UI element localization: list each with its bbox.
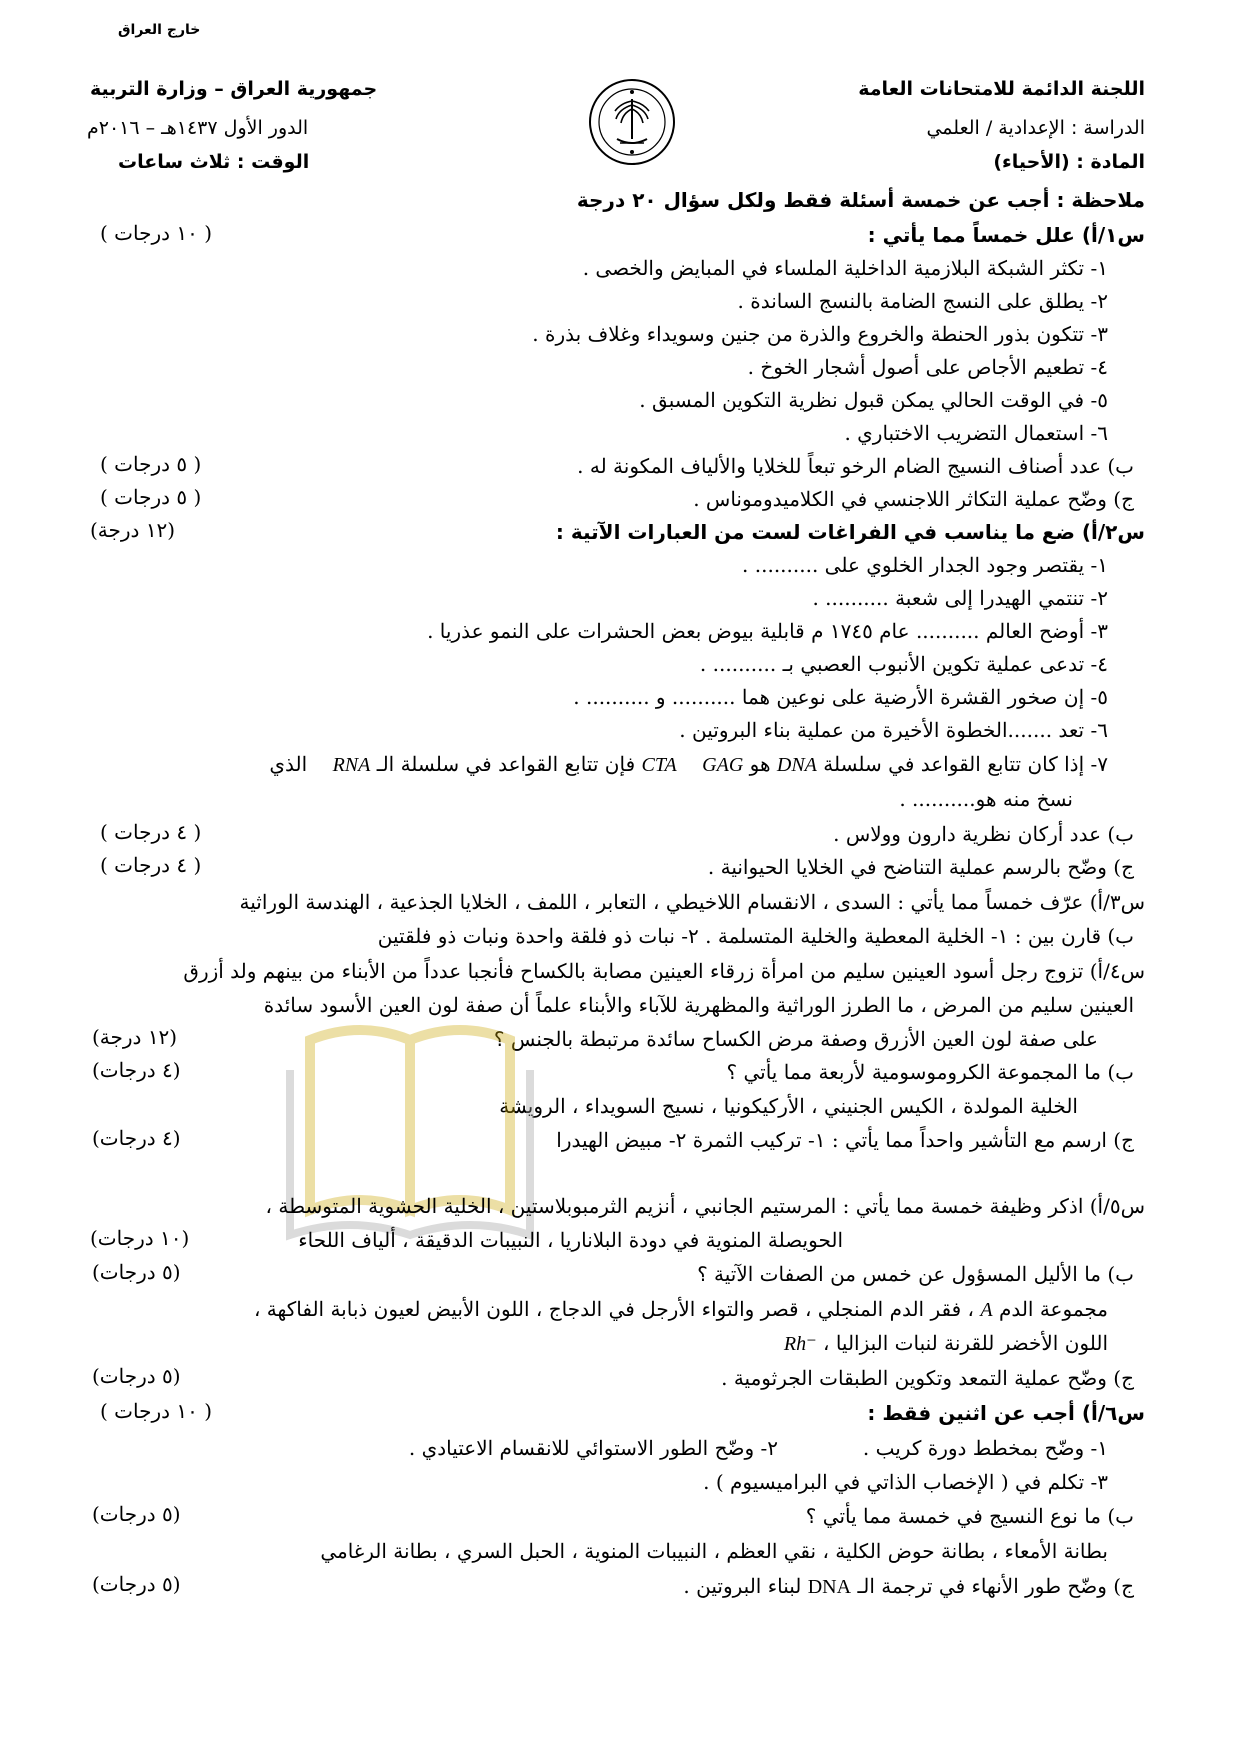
q5-c: ج) وضّح عملية التمعد وتكوين الطبقات الجرثومية .: [721, 1366, 1134, 1390]
q1-item-6: ٦- استعمال التضريب الاختباري .: [844, 421, 1108, 445]
q2-item-1: ١- يقتصر وجود الجدار الخلوي على .......... .: [742, 553, 1108, 577]
q2-c-mark: ( ٤ درجات ): [100, 853, 202, 877]
study-branch: الدراسة : الإعدادية / العلمي: [926, 117, 1145, 139]
q1-a: [868, 221, 1145, 249]
q5-b-line2: [784, 1329, 1108, 1358]
q2-b: ب) عدد أركان نظرية دارون وولاس .: [833, 822, 1134, 846]
q6-item-1: ١- وضّح بمخطط دورة كريب .: [862, 1436, 1108, 1460]
q1-a-mark: ( ١٠ درجات ): [100, 221, 213, 245]
q1-item-2: ٢- يطلق على النسج الضامة بالنسج الساندة .: [737, 289, 1108, 313]
q2-item-6: ٦- تعد .......الخطوة الأخيرة من عملية بناء البروتين .: [679, 718, 1108, 742]
q1-b: ب) عدد أصناف النسيج الضام الرخو تبعاً للخلايا والألياف المكونة له .: [577, 454, 1134, 478]
q4-b: ب) ما المجموعة الكروموسومية لأربعة مما يأتي ؟: [726, 1060, 1134, 1084]
q2-item-7-line2: نسخ منه هو.......... .: [899, 787, 1073, 811]
q4-a-line1: س٤/أ) تزوج رجل أسود العينين سليم من امرأة زرقاء العينين مصابة بالكساح فأنجبا عدداً من الأبناء من بينهم ولد أزرق: [183, 959, 1145, 983]
q4-a-line3: على صفة لون العين الأزرق وصفة مرض الكساح سائدة مرتبطة بالجنس ؟: [493, 1027, 1098, 1051]
q5-c-mark: (٥ درجات): [92, 1364, 181, 1388]
q4-b-list: الخلية المولدة ، الكيس الجنيني ، الأركيكونيا ، نسيج السويداء ، الرويشة: [499, 1094, 1078, 1118]
q5-b-allele-rh: Rh⁻: [783, 1333, 817, 1355]
q2-item-7-pre: ٧- إذا كان تتابع القواعد في سلسلة: [823, 752, 1108, 776]
q5-b-line1: [254, 1295, 1108, 1324]
q1-item-3: ٣- تتكون بذور الحنطة والخروع والذرة من جنين وسويداء وغلاف بذرة .: [532, 322, 1108, 346]
q4-c: ج) ارسم مع التأشير واحداً مما يأتي : ١- تركيب الثمرة ٢- مبيض الهيدرا: [556, 1128, 1134, 1152]
q6-b-list: بطانة الأمعاء ، بطانة حوض الكلية ، نقي العظم ، النبيبات المنوية ، الحبل السري ، بطانة الرغامي: [320, 1539, 1108, 1563]
q2-a-mark: (١٢ درجة): [90, 518, 176, 542]
q6-c-pre: ج) وضّح طور الأنهاء في ترجمة الـ: [857, 1574, 1134, 1598]
q5-b-line1-rest: ، فقر الدم المنجلي ، قصر والتواء الأرجل في الدجاج ، اللون الأبيض لعيون ذبابة الفاكهة ،: [253, 1297, 974, 1321]
q2-item-7-rna: RNA: [332, 754, 371, 776]
q6-a-mark: ( ١٠ درجات ): [100, 1399, 213, 1423]
exam-time: الوقت : ثلاث ساعات: [118, 151, 310, 173]
q6-c-mark: (٥ درجات): [92, 1572, 181, 1596]
q2-c: ج) وضّح بالرسم عملية التناضح في الخلايا الحيوانية .: [707, 855, 1134, 879]
exam-note: ملاحظة : أجب عن خمسة أسئلة فقط ولكل سؤال ٢٠ درجة: [576, 188, 1145, 212]
q2-item-2: ٢- تنتمي الهيدرا إلى شعبة .......... .: [812, 586, 1108, 610]
q5-b-green-pod: اللون الأخضر للقرنة لنبات البزاليا ،: [823, 1331, 1108, 1355]
corner-label: خارج العراق: [118, 22, 201, 38]
q1-c: ج) وضّح عملية التكاثر اللاجنسي في الكلاميدوموناس .: [693, 487, 1134, 511]
q6-a-text: س٦/أ) أجب عن اثنين فقط :: [867, 1401, 1145, 1425]
q6-a: [867, 1399, 1145, 1427]
q1-item-5: ٥- في الوقت الحالي يمكن قبول نظرية التكوين المسبق .: [639, 388, 1108, 412]
q1-c-mark: ( ٥ درجات ): [100, 485, 202, 509]
q6-b-mark: (٥ درجات): [92, 1502, 181, 1526]
committee-title: اللجنة الدائمة للامتحانات العامة: [858, 78, 1145, 100]
q2-b-mark: ( ٤ درجات ): [100, 820, 202, 844]
q1-item-1: ١- تكثر الشبكة البلازمية الداخلية الملساء في المبايض والخصى .: [582, 256, 1108, 280]
q6-c-post: لبناء البروتين .: [683, 1574, 802, 1598]
q2-item-7-dna: DNA: [776, 754, 817, 776]
q2-item-7-cta: CTA: [641, 754, 677, 776]
ministry-seal-icon: [587, 77, 677, 167]
q2-item-3: ٣- أوضح العالم .......... عام ١٧٤٥ م قابلية بيوض بعض الحشرات على النمو عذريا .: [427, 619, 1108, 643]
q1-b-mark: ( ٥ درجات ): [100, 452, 202, 476]
q5-a-line1: س٥/أ) اذكر وظيفة خمسة مما يأتي : المرستيم الجانبي ، أنزيم الثرمبوبلاستين ، الخلية الحشوية المتوسطة ،: [265, 1194, 1145, 1218]
q2-item-4: ٤- تدعى عملية تكوين الأنبوب العصبي بـ .......... .: [699, 652, 1108, 676]
q5-b-mark: (٥ درجات): [92, 1260, 181, 1284]
ministry-title: جمهورية العراق – وزارة التربية: [90, 78, 378, 100]
q5-a-line2: الحويصلة المنوية في دودة البلاناريا ، النبيبات الدقيقة ، ألياف اللحاء: [298, 1228, 843, 1252]
q1-a-text: س١/أ) علل خمساً مما يأتي :: [867, 223, 1145, 247]
q6-item-3: ٣- تكلم في ( الإخصاب الذاتي في البراميسيوم ) .: [703, 1470, 1108, 1494]
subject: المادة : (الأحياء): [993, 151, 1145, 173]
q4-a-line2: العينين سليم من المرض ، ما الطرز الوراثية والمظهرية للآباء والأبناء علماً أن صفة لون العين الأسود سائدة: [263, 993, 1134, 1017]
q2-item-7: [269, 750, 1108, 779]
q3-b: ب) قارن بين : ١- الخلية المعطية والخلية المتسلمة . ٢- نبات ذو فلقة واحدة ونبات ذو فلقتين: [377, 924, 1134, 948]
q6-c: [683, 1572, 1134, 1601]
q5-b-allele-a: A: [980, 1299, 993, 1321]
q2-item-7-gag: GAG: [702, 754, 744, 776]
q3-a: س٣/أ) عرّف خمساً مما يأتي : السدى ، الانقسام اللاخيطي ، التعابر ، اللمف ، الخلايا الجذعية ، الهندسة الوراثية: [239, 890, 1145, 914]
q6-b: ب) ما نوع النسيج في خمسة مما يأتي ؟: [805, 1504, 1134, 1528]
q2-a-text: س٢/أ) ضع ما يناسب في الفراغات لست من العبارات الآتية :: [555, 520, 1145, 544]
q6-item-2: ٢- وضّح الطور الاستوائي للانقسام الاعتيادي .: [408, 1436, 778, 1460]
q5-b-blood-group: مجموعة الدم: [998, 1297, 1108, 1321]
q5-a-mark: (١٠ درجات): [90, 1226, 190, 1250]
q4-b-mark: (٤ درجات): [92, 1058, 181, 1082]
q4-a-mark: (١٢ درجة): [92, 1025, 178, 1049]
q5-b: ب) ما الأليل المسؤول عن خمس من الصفات الآتية ؟: [697, 1262, 1134, 1286]
q1-item-4: ٤- تطعيم الأجاص على أصول أشجار الخوخ .: [747, 355, 1108, 379]
exam-session: الدور الأول ١٤٣٧هـ – ٢٠١٦م: [87, 117, 309, 139]
q2-a: [556, 518, 1145, 546]
q2-item-5: ٥- إن صخور القشرة الأرضية على نوعين هما .......... و .......... .: [573, 685, 1108, 709]
q2-item-7-post: فإن تتابع القواعد في سلسلة الـ: [376, 752, 636, 776]
q6-c-dna: DNA: [807, 1576, 852, 1598]
q2-item-7-end: الذي: [269, 752, 308, 776]
q4-c-mark: (٤ درجات): [92, 1126, 181, 1150]
q2-item-7-mid: هو: [749, 752, 771, 776]
